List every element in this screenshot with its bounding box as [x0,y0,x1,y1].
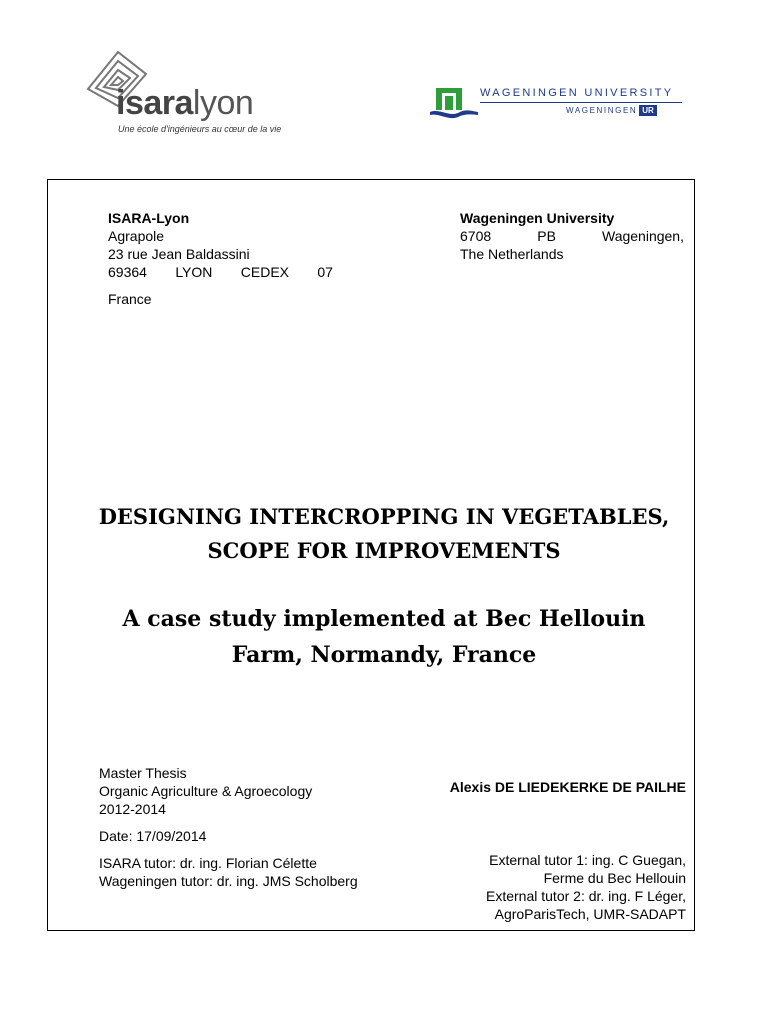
wageningen-title: WAGENINGEN UNIVERSITY [480,87,674,99]
thesis-title: DESIGNING INTERCROPPING IN VEGETABLES, SCOPE FOR IMPROVEMENTS [98,504,670,563]
wageningen-name: Wageningen University [460,210,615,226]
isara-address-line1: Agrapole [108,228,165,244]
wageningen-address-line1: 6708 PB Wageningen, [460,228,684,244]
wageningen-tutor: Wageningen tutor: dr. ing. JMS Scholberg [99,873,358,889]
wageningen-address [460,209,684,263]
thesis-subtitle: A case study implemented at Bec Hellouin Farm, Normandy, France [122,606,646,668]
thesis-date: Date: 17/09/2014 [99,828,207,844]
isara-tutor: ISARA tutor: dr. ing. Florian Célette [99,855,317,871]
external-tutors: External tutor 1: ing. C Guegan, Ferme du Bec Hellouin External tutor 2: dr. ing. F Léger, AgroParisTech, UMR-SADAPT [486,852,686,922]
wageningen-university-logo [430,84,685,124]
isara-tagline: Une école d'ingénieurs au cœur de la vie [118,124,282,134]
wageningen-address-line2: The Netherlands [460,246,564,262]
thesis-years: 2012-2014 [99,801,166,817]
isara-name: ISARA-Lyon [108,210,190,226]
wageningen-ur-label: WAGENINGEN UR [566,105,657,116]
thesis-info [99,764,358,890]
isara-country: France [108,291,152,307]
isara-wordmark: isaralyon [116,84,254,122]
isara-lyon-logo [78,42,288,142]
isara-address-line2: 23 rue Jean Baldassini [108,246,250,262]
author-name: Alexis DE LIEDEKERKE DE PAILHE [449,779,686,795]
isara-address [108,209,333,308]
isara-address-line3: 69364 LYON CEDEX 07 [108,264,333,280]
wageningen-divider [480,102,682,103]
wageningen-emblem-icon [430,84,478,120]
thesis-type: Master Thesis [99,765,187,781]
thesis-program: Organic Agriculture & Agroecology [99,783,313,799]
